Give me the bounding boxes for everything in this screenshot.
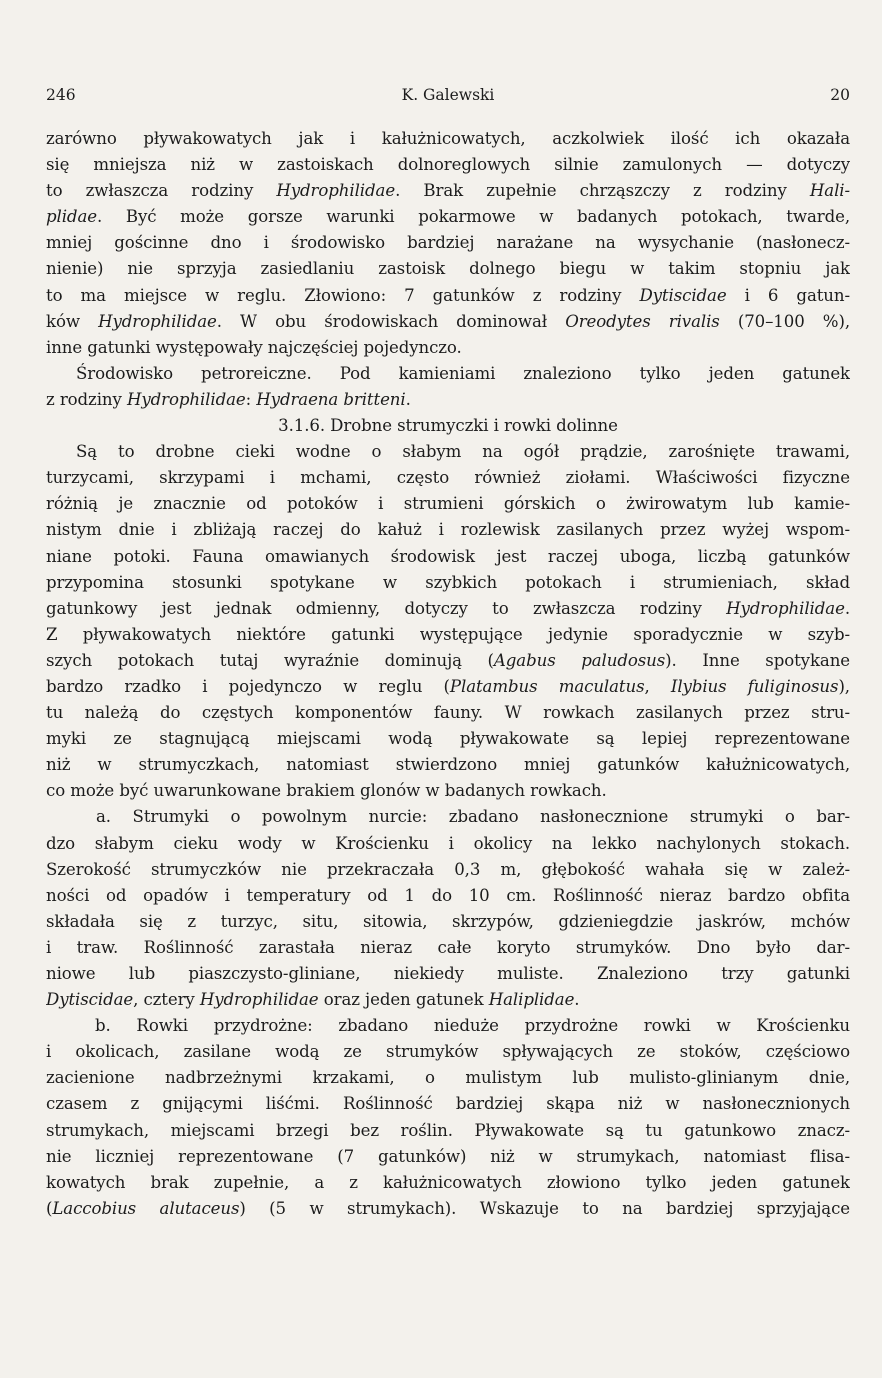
text-line: niowe lub piaszczysto-gliniane, niekiedy muliste. Znaleziono trzy gatunki xyxy=(46,964,850,983)
text-line: niane potoki. Fauna omawianych środowisk jest raczej uboga, liczbą gatunków xyxy=(46,546,850,566)
text-line: nie liczniej reprezentowane (7 gatunków) niż w strumykach, natomiast flisa- xyxy=(46,1146,850,1166)
text-line: a. Strumyki o powolnym nurcie: zbadano nasłonecznione strumyki o bar- xyxy=(96,807,850,827)
text-line: składała się z turzyc, situ, sitowia, skrzypów, gdzieniegdzie jaskrów, mchów xyxy=(46,911,850,931)
text-line: Dytiscidae, cztery Hydrophilidae oraz jeden gatunek Haliplidae. xyxy=(46,990,580,1010)
text-line: niż w strumyczkach, natomiast stwierdzono mniej gatunków kałużnicowatych, xyxy=(46,755,850,775)
text-line: plidae. Być może gorsze warunki pokarmowe w badanych potokach, twarde, xyxy=(46,207,850,227)
text-line: Szerokość strumyczków nie przekraczała 0,3 m, głębokość wahała się w zależ- xyxy=(46,859,850,879)
text-line: i okolicach, zasilane wodą ze strumyków spływających ze stoków, częściowo xyxy=(46,1042,850,1062)
text-line: się mniejsza niż w zastoiskach dolnoreglowych silnie zamulonych — dotyczy xyxy=(46,155,850,175)
text-line: i traw. Roślinność zarastała nieraz całe koryto strumyków. Dno było dar- xyxy=(46,937,850,957)
text-line: Z pływakowatych niektóre gatunki występujące jedynie sporadycznie w szyb- xyxy=(46,624,850,644)
text-line: nienie) nie sprzyja zasiedlaniu zastoisk dolnego biegu w takim stopniu jak xyxy=(46,259,850,279)
text-line: gatunkowy jest jednak odmienny, dotyczy to zwłaszcza rodziny Hydrophilidae. xyxy=(46,598,850,618)
text-line: to ma miejsce w reglu. Złowiono: 7 gatunków z rodziny Dytiscidae i 6 gatun- xyxy=(46,285,850,305)
text-line: strumykach, miejscami brzegi bez roślin. Pływakowate są tu gatunkowo znacz- xyxy=(46,1120,850,1140)
text-line: tu należą do częstych komponentów fauny. W rowkach zasilanych przez stru- xyxy=(46,703,850,723)
page-number: 246 xyxy=(46,86,76,104)
text-line: mniej gościnne dno i środowisko bardziej narażane na wysychanie (nasłonecz- xyxy=(46,233,850,253)
text-line: ności od opadów i temperatury od 1 do 10 cm. Roślinność nieraz bardzo obfita xyxy=(46,885,850,905)
text-line: Środowisko petroreiczne. Pod kamieniami znaleziono tylko jeden gatunek xyxy=(76,363,850,383)
text-line: co może być uwarunkowane brakiem glonów w badanych rowkach. xyxy=(46,781,607,801)
text-line: to zwłaszcza rodziny Hydrophilidae. Brak zupełnie chrząszczy z rodziny Hali- xyxy=(46,181,850,201)
text-line: czasem z gnijącymi liśćmi. Roślinność bardziej skąpa niż w nasłonecznionych xyxy=(46,1094,850,1114)
text-line: (Laccobius alutaceus) (5 w strumykach). Wskazuje to na bardziej sprzyjające xyxy=(46,1198,850,1218)
text-line: bardzo rzadko i pojedynczo w reglu (Platambus maculatus, Ilybius fuliginosus), xyxy=(46,676,850,696)
text-line: zarówno pływakowatych jak i kałużnicowatych, aczkolwiek ilość ich okazała xyxy=(46,129,850,148)
text-line: przypomina stosunki spotykane w szybkich potokach i strumieniach, skład xyxy=(46,572,850,592)
text-line: nistym dnie i zbliżają raczej do kałuż i rozlewisk zasilanych przez wyżej wspom- xyxy=(46,520,850,540)
running-header xyxy=(46,86,850,110)
text-line: dzo słabym cieku wody w Krościenku i okolicy na lekko nachylonych stokach. xyxy=(46,833,850,853)
text-line: zacienione nadbrzeżnymi krzakami, o mulistym lub mulisto-glinianym dnie, xyxy=(46,1068,850,1088)
text-line: Są to drobne cieki wodne o słabym na ogół prądzie, zarośnięte trawami, xyxy=(76,442,850,462)
text-line: ków Hydrophilidae. W obu środowiskach dominował Oreodytes rivalis (70–100 %), xyxy=(46,311,850,331)
section-heading: 3.1.6. Drobne strumyczki i rowki dolinne xyxy=(278,416,618,436)
text-line: inne gatunki występowały najczęściej pojedynczo. xyxy=(46,337,462,357)
body-text xyxy=(46,126,850,1222)
text-line: szych potokach tutaj wyraźnie dominują (Agabus paludosus). Inne spotykane xyxy=(46,650,850,670)
text-line: z rodziny Hydrophilidae: Hydraena britteni. xyxy=(46,389,411,409)
running-title: K. Galewski xyxy=(401,86,495,104)
text-line: myki ze stagnującą miejscami wodą pływakowate są lepiej reprezentowane xyxy=(46,729,850,749)
text-line: b. Rowki przydrożne: zbadano nieduże przydrożne rowki w Krościenku xyxy=(95,1016,850,1036)
ref-number: 20 xyxy=(830,86,850,104)
text-line: kowatych brak zupełnie, a z kałużnicowatych złowiono tylko jeden gatunek xyxy=(46,1172,850,1192)
text-line: różnią je znacznie od potoków i strumieni górskich o żwirowatym lub kamie- xyxy=(46,494,850,514)
text-line: turzycami, skrzypami i mchami, często również ziołami. Właściwości fizyczne xyxy=(46,468,850,488)
